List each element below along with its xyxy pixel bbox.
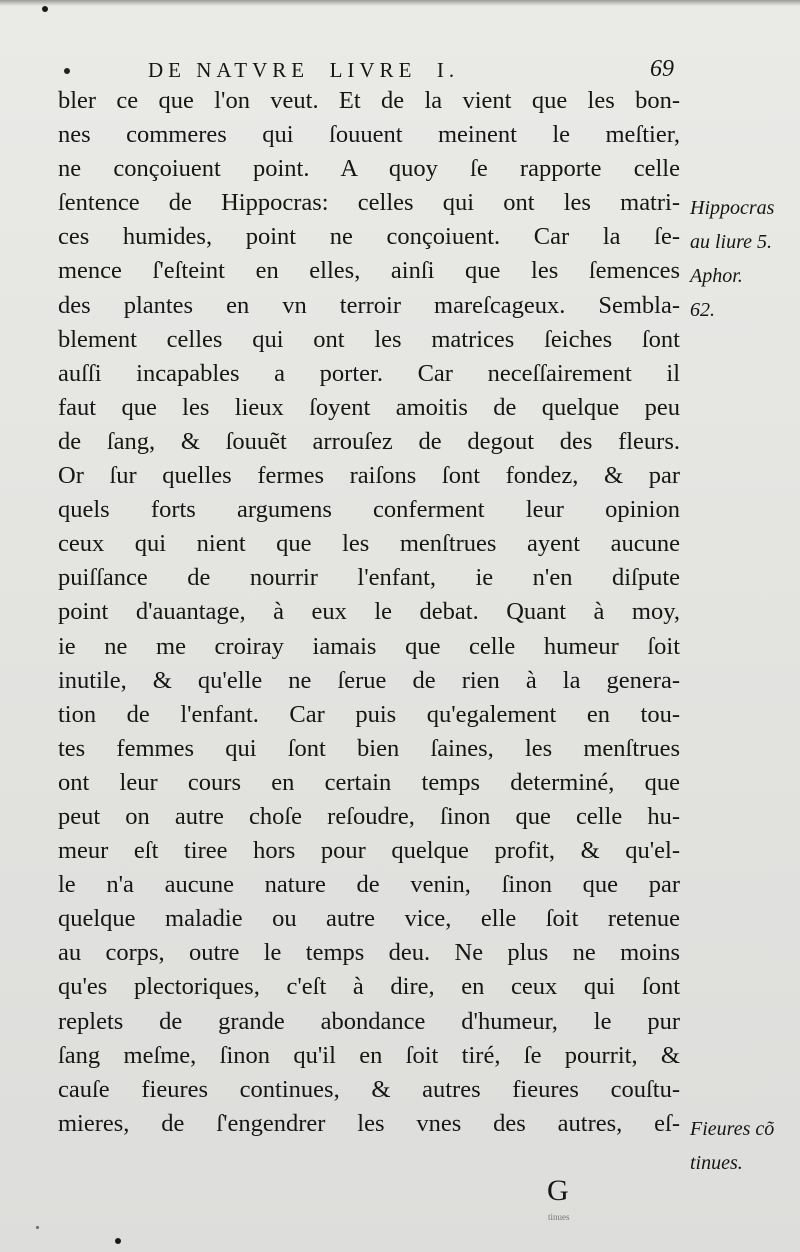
body-line: ie ne me croiray iamais que celle humeur ſoit [58,632,680,660]
body-line: tes femmes qui ſont bien ſaines, les menſtrues [58,734,680,762]
body-line: ne conçoiuent point. A quoy ſe rapporte celle [58,155,680,183]
body-line: point d'auantage, à eux le debat. Quant à moy, [58,598,680,626]
body-line: blement celles qui ont les matrices ſeiches ſont [58,325,680,353]
marginal-note-line: Fieures cõ [690,1118,775,1140]
body-line: des plantes en vn terroir mareſcageux. Sembla- [58,291,680,319]
catchword: tinues [548,1212,570,1222]
body-line: nes commeres qui ſouuent meinent le meſtier, [58,121,680,149]
marginal-note-line: 62. [690,299,715,322]
marginal-note-fieures [690,1112,798,1180]
body-line: ces humides, point ne conçoiuent. Car la ſe- [58,223,680,251]
body-text [58,84,680,1141]
running-head-title: DE NATVRE LIVRE I. [148,58,460,82]
body-line: bler ce que l'on veut. Et de la vient que les bon- [58,87,680,114]
body-line: cauſe fieures continues, & autres fieures couſtu- [58,1075,680,1103]
ink-speck [42,6,48,12]
marginal-note-line: au liure 5. [690,231,773,254]
body-line: quels forts argumens conferment leur opinion [58,496,680,524]
body-line: ſang meſme, ſinon qu'il en ſoit tiré, ſe pourrit, & [58,1041,680,1069]
marginal-note-line: Hippocras [690,197,775,219]
marginal-note-line: tinues. [690,1152,743,1175]
body-line: ont leur cours en certain temps determiné, que [58,768,680,796]
body-line: au corps, outre le temps deu. Ne plus ne moins [58,939,680,967]
body-line: mence ſ'eſteint en elles, ainſi que les ſemences [58,257,680,285]
body-line: ſentence de Hippocras: celles qui ont les matri- [58,189,680,217]
body-line: faut que les lieux ſoyent amoitis de quelque peu [58,393,680,421]
body-line: auſſi incapables a porter. Car neceſſairement il [58,359,680,387]
body-line: inutile, & qu'elle ne ſerue de rien à la genera- [58,666,680,694]
signature-mark: G [547,1174,569,1207]
ink-speck [36,1226,39,1229]
body-line: mieres, de ſ'engendrer les vnes des autres, eſ- [58,1109,680,1137]
body-line: quelque maladie ou autre vice, elle ſoit retenue [58,905,680,933]
marginal-note-hippocras [690,191,798,327]
body-line: le n'a aucune nature de venin, ſinon que par [58,871,680,899]
body-line: replets de grande abondance d'humeur, le pur [58,1007,680,1035]
marginal-note-line: Aphor. [690,265,743,288]
body-line: Or ſur quelles fermes raiſons ſont fondez, & par [58,462,680,490]
ink-speck [115,1238,121,1244]
body-line: de ſang, & ſouuẽt arrouſez de degout des fleurs. [58,427,680,455]
body-line: ceux qui nient que les menſtrues ayent aucune [58,530,680,558]
running-head-dot [64,68,70,74]
page-top-shadow [0,0,800,6]
body-line: qu'es plectoriques, c'eſt à dire, en ceux qui ſont [58,973,680,1001]
page-number: 69 [650,56,674,82]
body-line: puiſſance de nourrir l'enfant, ie n'en diſpute [58,564,680,592]
body-line: tion de l'enfant. Car puis qu'egalement en tou- [58,700,680,728]
body-line: meur eſt tiree hors pour quelque profit, & qu'el- [58,837,680,865]
body-line: peut on autre choſe reſoudre, ſinon que celle hu- [58,802,680,830]
